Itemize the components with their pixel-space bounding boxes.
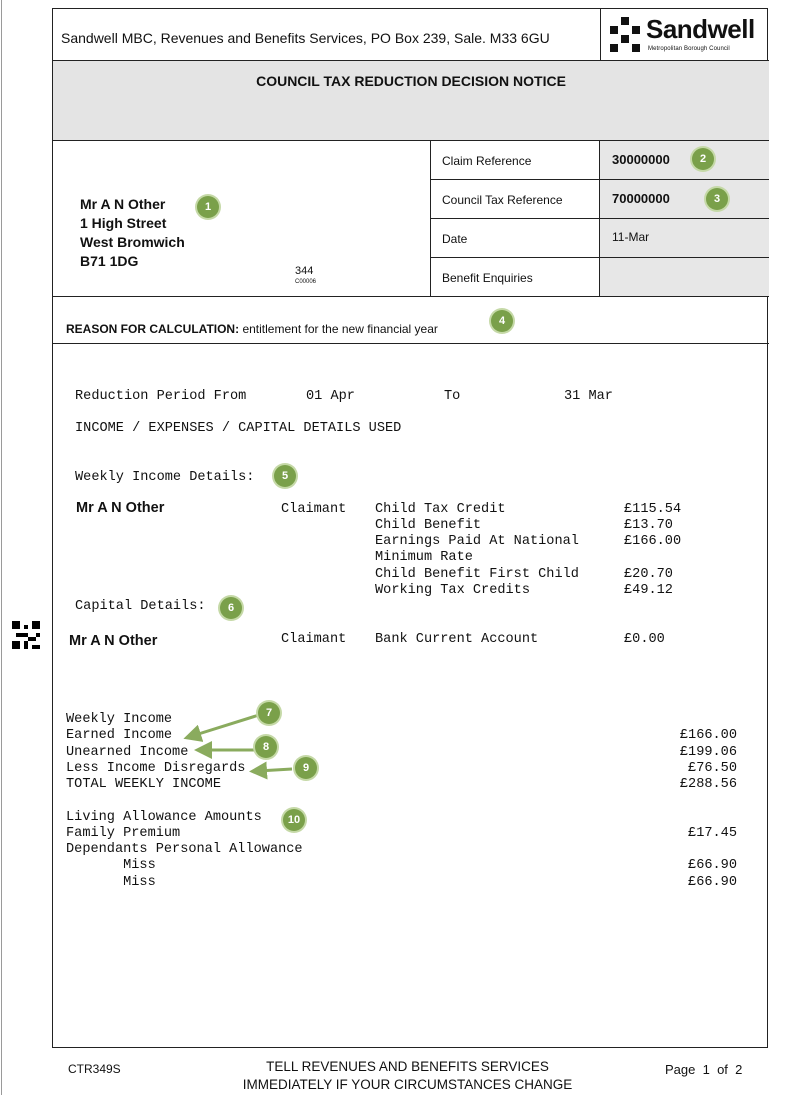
- capital-person-role: Claimant: [281, 632, 347, 647]
- page-label: Page: [665, 1062, 696, 1077]
- annotation-badge-10: 10: [283, 809, 305, 831]
- form-code: CTR349S: [68, 1062, 121, 1076]
- capital-person-name: Mr A N Other: [69, 633, 158, 649]
- income-item-amount: £49.12: [624, 583, 673, 598]
- recipient-street: 1 High Street: [80, 215, 167, 231]
- claim-reference-value: 30000000: [600, 141, 769, 179]
- capital-item-label: Bank Current Account: [375, 632, 539, 647]
- income-item-label: Earnings Paid At National: [375, 534, 579, 549]
- page-indicator: [665, 1062, 742, 1077]
- of-label: of: [717, 1062, 728, 1077]
- income-item-label: Child Benefit First Child: [375, 567, 579, 582]
- arrow-9: [258, 769, 292, 771]
- recipient-town: West Bromwich: [80, 234, 185, 250]
- allowance-label: Living Allowance Amounts: [66, 810, 262, 825]
- period-label: Reduction Period From: [75, 389, 247, 404]
- allowance-label: Dependants Personal Allowance: [66, 842, 303, 857]
- period-to: 31 Mar: [564, 389, 613, 404]
- council-tax-reference-label: Council Tax Reference: [431, 180, 600, 218]
- income-item-amount: £13.70: [624, 518, 673, 533]
- annotation-badge-7: 7: [258, 702, 280, 724]
- income-item-label: Child Tax Credit: [375, 502, 506, 517]
- annotation-badge-2: 2: [692, 148, 714, 170]
- date-label: Date: [431, 219, 600, 257]
- allowance-label: Miss: [66, 858, 156, 873]
- income-item-amount: £20.70: [624, 567, 673, 582]
- claim-reference-label: Claim Reference: [431, 141, 600, 179]
- income-item-amount: £166.00: [624, 534, 682, 549]
- income-person-name: Mr A N Other: [76, 500, 165, 516]
- arrow-7: [192, 715, 259, 736]
- summary-label: TOTAL WEEKLY INCOME: [66, 777, 221, 792]
- annotation-badge-4: 4: [491, 310, 513, 332]
- summary-label: Earned Income: [66, 728, 173, 743]
- income-item-label: Working Tax Credits: [375, 583, 530, 598]
- annotation-badge-6: 6: [220, 597, 242, 619]
- reason-label: REASON FOR CALCULATION:: [66, 322, 240, 336]
- mail-subcode: C00006: [295, 279, 317, 285]
- summary-label: Unearned Income: [66, 745, 189, 760]
- logo-subtext: Metropolitan Borough Council: [648, 46, 730, 52]
- income-item-amount: £115.54: [624, 502, 682, 517]
- annotation-badge-3: 3: [706, 188, 728, 210]
- allowance-amount: £66.90: [688, 858, 737, 873]
- summary-amount: £288.56: [679, 777, 737, 792]
- footer-notice-line-1: TELL REVENUES AND BENEFITS SERVICES: [266, 1059, 549, 1074]
- capital-item-amount: £0.00: [624, 632, 665, 647]
- capital-heading: Capital Details:: [75, 599, 206, 614]
- reason-text: entitlement for the new financial year: [242, 322, 438, 336]
- mail-code: 344: [295, 265, 314, 277]
- allowance-label: Miss: [66, 875, 156, 890]
- page-total: 2: [735, 1062, 743, 1077]
- footer-notice: [180, 1058, 635, 1094]
- logo-wordmark: Sandwell: [646, 14, 755, 44]
- page-number: 1: [702, 1062, 710, 1077]
- allowance-amount: £17.45: [688, 826, 737, 841]
- income-person-role: Claimant: [281, 502, 347, 517]
- annotation-badge-8: 8: [255, 736, 277, 758]
- income-item-label: Minimum Rate: [375, 550, 473, 565]
- recipient-postcode: B71 1DG: [80, 253, 139, 269]
- period-to-label: To: [444, 389, 461, 404]
- recipient-name: Mr A N Other: [80, 196, 166, 212]
- income-item-label: Child Benefit: [375, 518, 482, 533]
- summary-amount: £76.50: [688, 761, 737, 776]
- summary-label: Less Income Disregards: [66, 761, 246, 776]
- council-tax-reference-value: 70000000: [600, 180, 769, 218]
- summary-amount: £166.00: [679, 728, 737, 743]
- date-value: 11-Mar: [600, 219, 769, 257]
- section-heading: INCOME / EXPENSES / CAPITAL DETAILS USED: [75, 421, 402, 436]
- allowance-amount: £66.90: [688, 875, 737, 890]
- annotation-badge-5: 5: [274, 465, 296, 487]
- period-from: 01 Apr: [306, 389, 355, 404]
- notice-title: COUNCIL TAX REDUCTION DECISION NOTICE: [53, 61, 769, 141]
- annotation-badge-9: 9: [295, 757, 317, 779]
- annotation-badge-1: 1: [197, 196, 219, 218]
- weekly-income-heading: Weekly Income Details:: [75, 470, 255, 485]
- footer-notice-line-2: IMMEDIATELY IF YOUR CIRCUMSTANCES CHANGE: [242, 1077, 573, 1092]
- allowance-label: Family Premium: [66, 826, 181, 841]
- benefit-enquiries-label: Benefit Enquiries: [431, 258, 600, 297]
- summary-amount: £199.06: [679, 745, 737, 760]
- summary-label: Weekly Income: [66, 712, 173, 727]
- sender-address: Sandwell MBC, Revenues and Benefits Services, PO Box 239, Sale. M33 6GU: [53, 9, 601, 61]
